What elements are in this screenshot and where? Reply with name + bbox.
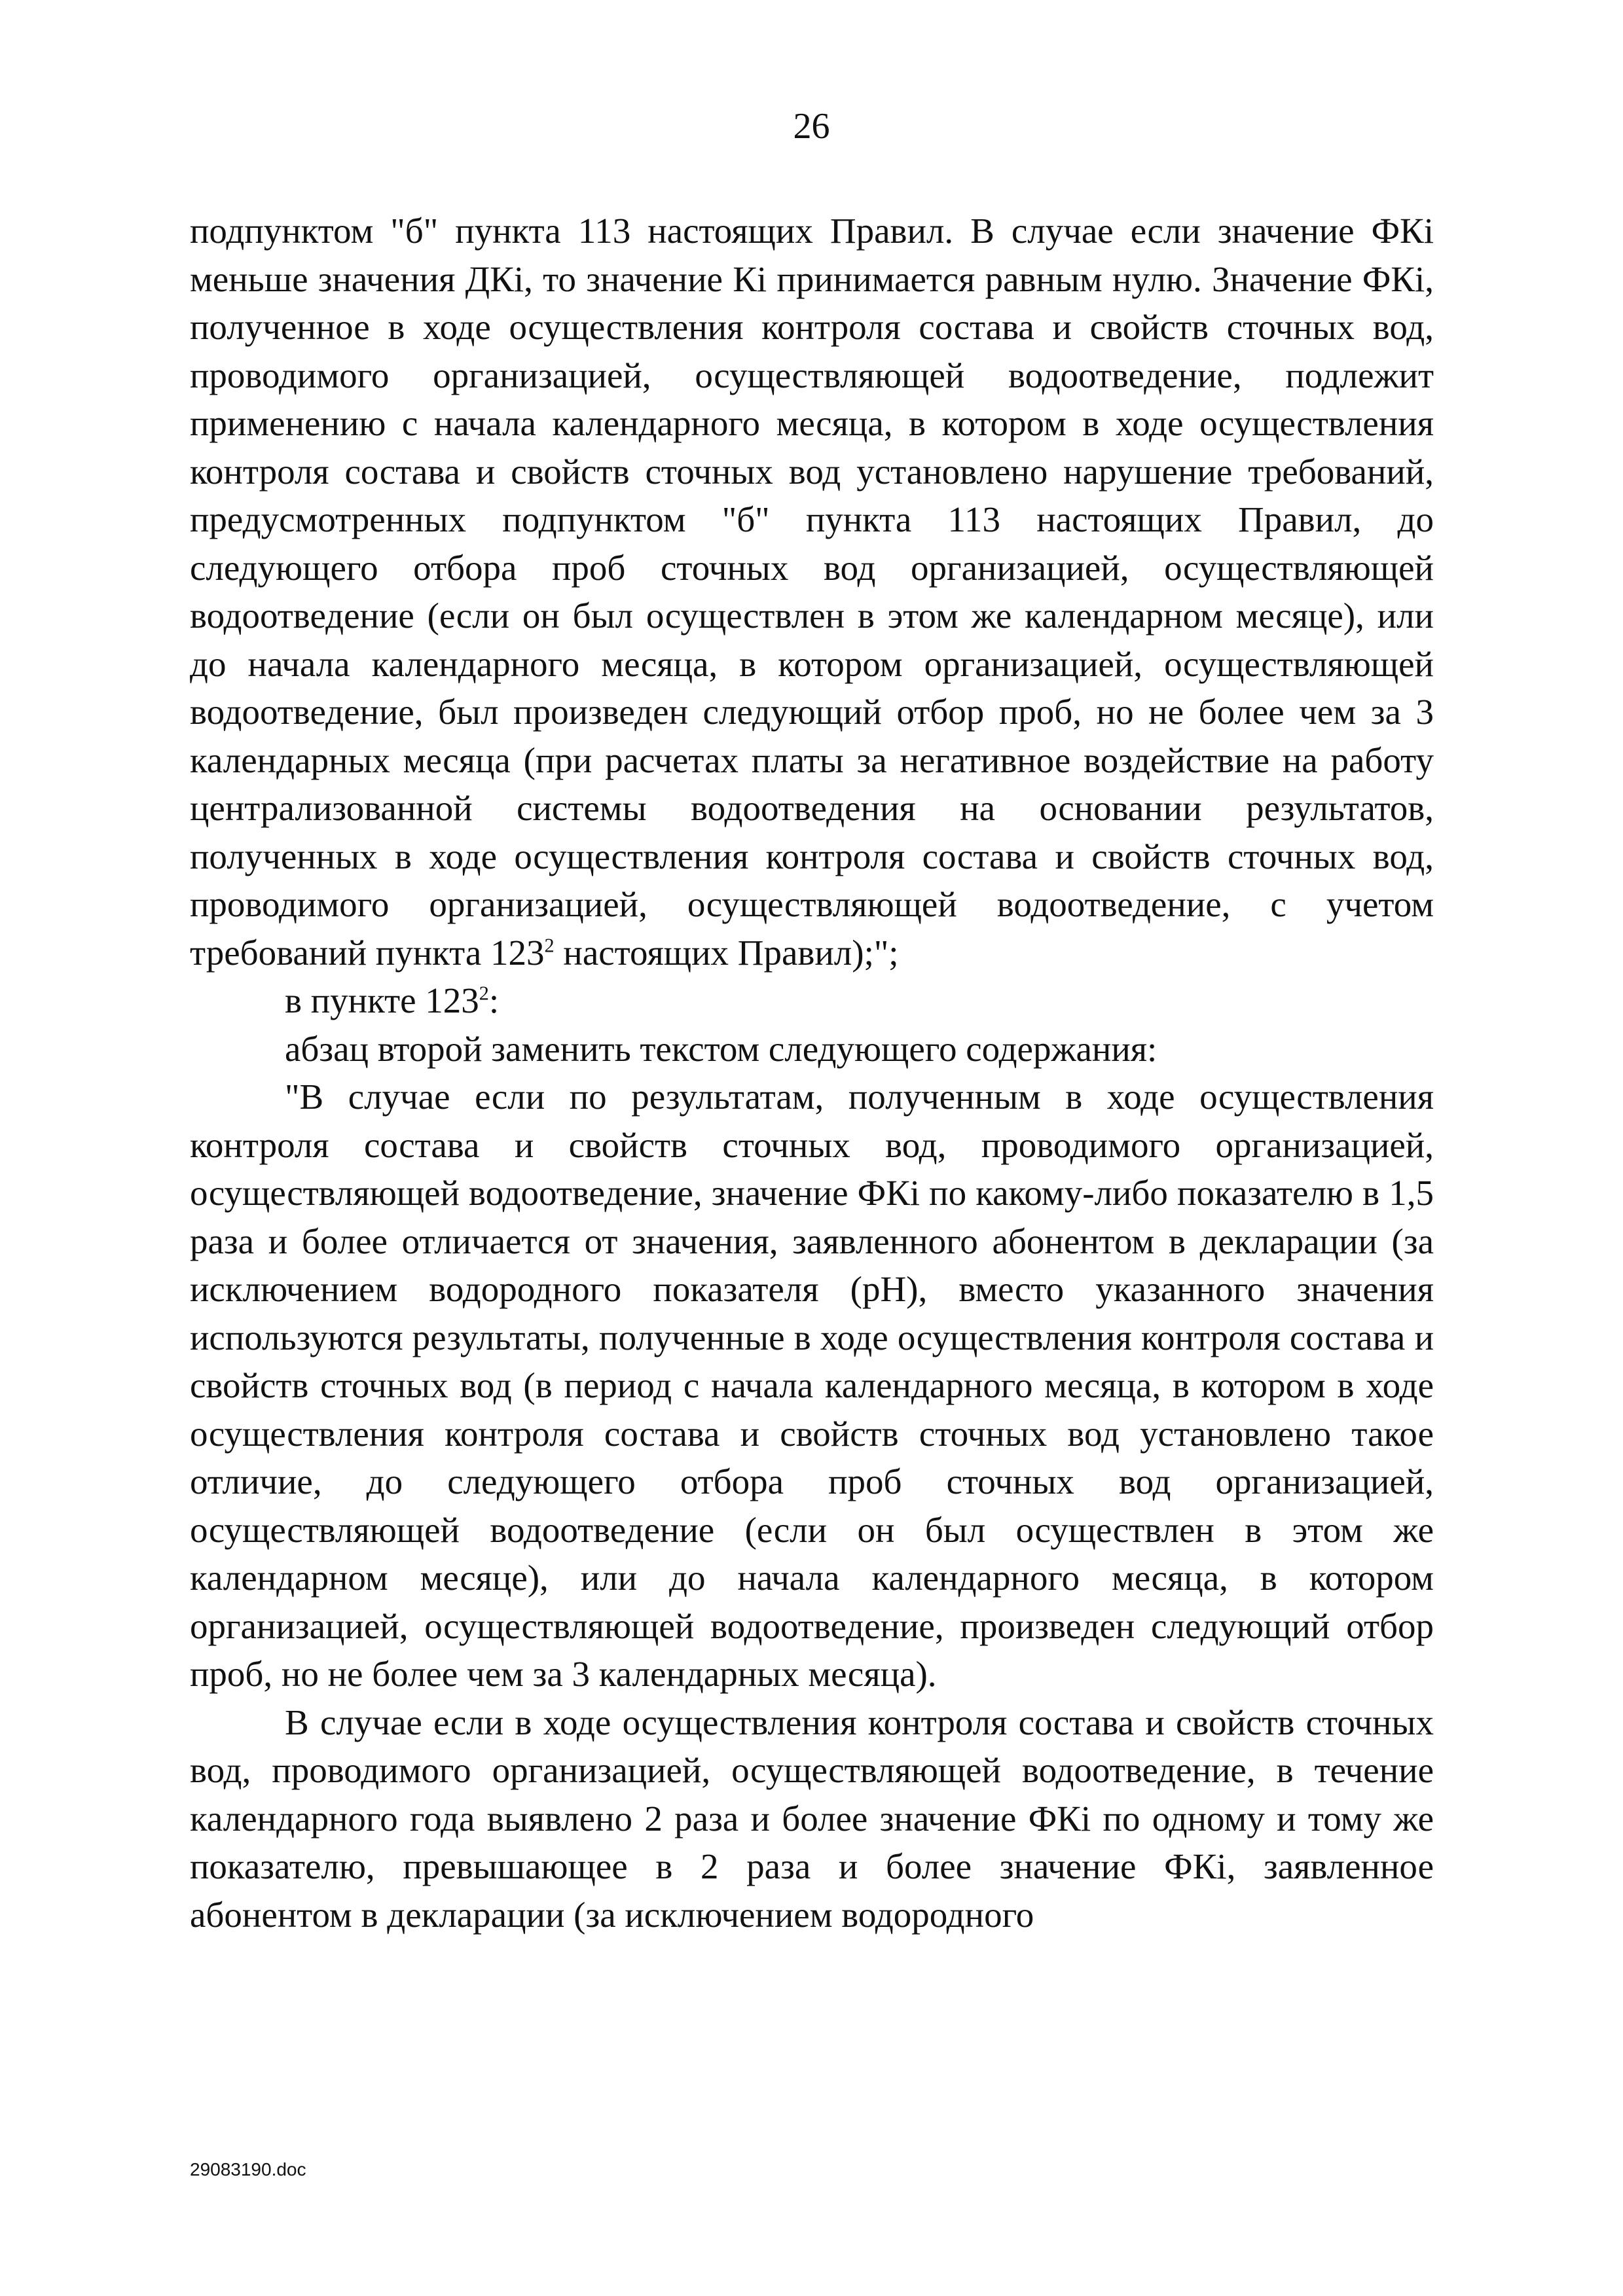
page-number: 26 xyxy=(793,106,830,147)
paragraph-4: "В случае если по результатам, полученным в ходе осуществления контроля состава и свойств сточных вод, проводимого организацией, осуществляющей водоотведение, значение ФКi по какому-либо показателю в 1,5 раза и более отличается от значения, заявленного абонентом в декларации (за исключением водородного показателя (pH), вместо указанного значения используются результаты, полученные в ходе осуществления контроля состава и свойств сточных вод (в период с начала календарного месяца, в котором в ходе осуществления контроля состава и свойств сточных вод установлено такое отличие, до следующего отбора проб сточных вод организацией, осуществляющей водоотведение (если он был осуществлен в этом же календарном месяце), или до начала календарного месяца, в котором организацией, осуществляющей водоотведение, произведен следующий отбор проб, но не более чем за 3 календарных месяца). xyxy=(190,1077,1434,1694)
paragraph-1-end: настоящих Правил);"; xyxy=(554,932,899,973)
paragraph-1-text: подпунктом "б" пункта 113 настоящих Правил. В случае если значение ФКi меньше значения ДКi, то значение Кi принимается равным нулю. Значение ФКi, полученное в ходе осуществления контроля состава и свойств сточных вод, проводимого организацией, осуществляющей водоотведение, подлежит применению с начала календарного месяца, в котором в ходе осуществления контроля состава и свойств сточных вод установлено нарушение требований, предусмотренных подпунктом "б" пункта 113 настоящих Правил, до следующего отбора проб сточных вод организацией, осуществляющей водоотведение (если он был осуществлен в этом же календарном месяце), или до начала календарного месяца, в котором организацией, осуществляющей водоотведение, был произведен следующий отбор проб, но не более чем за 3 календарных месяца (при расчетах платы за негативное воздействие на работу централизованной системы водоотведения на основании результатов, полученных в ходе осуществления контроля состава и свойств сточных вод, проводимого организацией, осуществляющей водоотведение, с учетом требований пункта 123 xyxy=(190,211,1434,973)
superscript: 2 xyxy=(479,982,489,1005)
superscript: 2 xyxy=(544,934,555,957)
paragraph-1 xyxy=(190,207,1434,977)
footer-filename: 29083190.doc xyxy=(190,2159,306,2179)
document-body xyxy=(190,207,1434,1939)
paragraph-3: абзац второй заменить текстом следующего содержания: xyxy=(285,1028,1158,1069)
paragraph-5: В случае если в ходе осуществления контроля состава и свойств сточных вод, проводимого организацией, осуществляющей водоотведение, в течение календарного года выявлено 2 раза и более значение ФКi по одному и тому же показателю, превышающее в 2 раза и более значение ФКi, заявленное абонентом в декларации (за исключением водородного xyxy=(190,1702,1434,1935)
paragraph-2-text: в пункте 123 xyxy=(285,980,479,1020)
paragraph-2-end: : xyxy=(488,980,500,1020)
paragraph-2 xyxy=(190,977,1434,1025)
